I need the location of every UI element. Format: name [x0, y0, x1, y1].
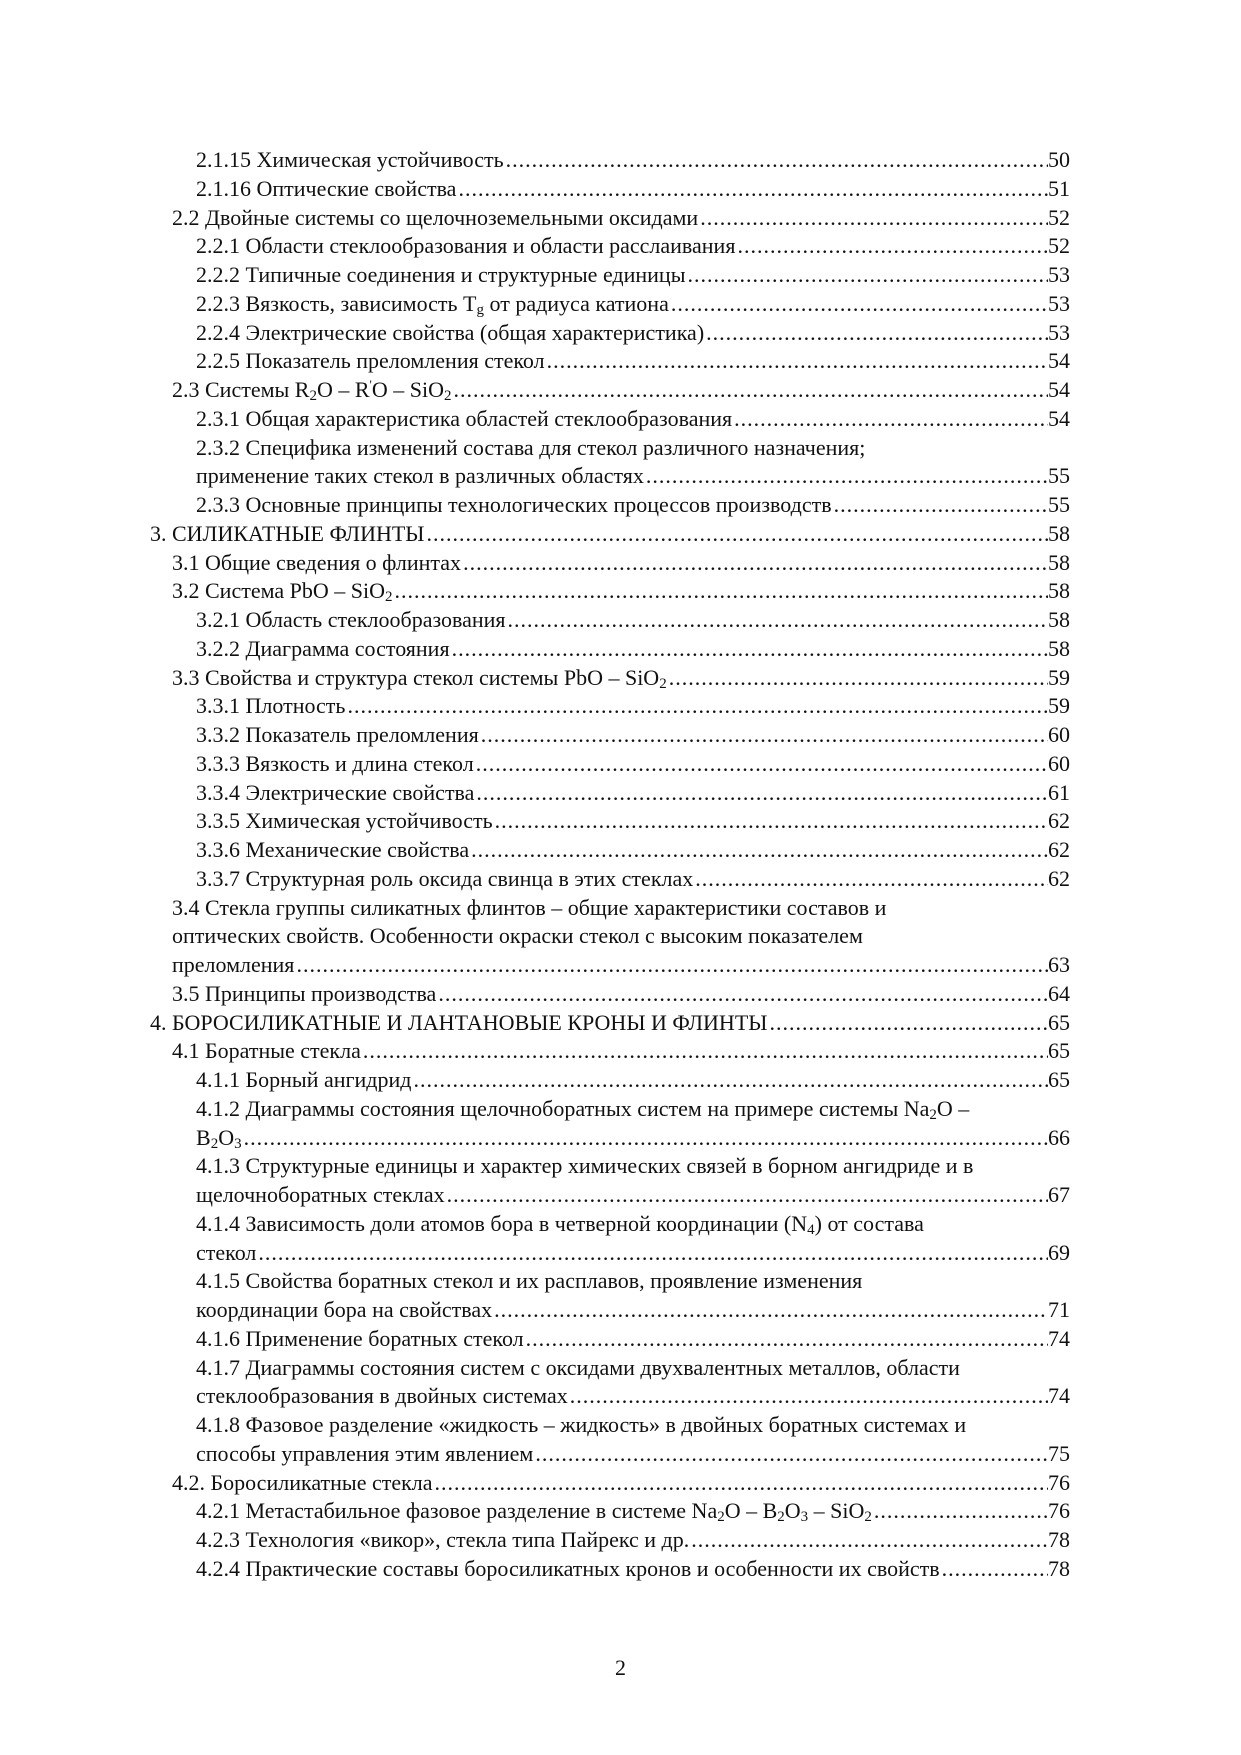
toc-entry-title: 4. БОРОСИЛИКАТНЫЕ И ЛАНТАНОВЫЕ КРОНЫ И ФЛИНТЫ [150, 1009, 768, 1035]
toc-entry[interactable] [150, 577, 1070, 606]
toc-entry-title: 2.3.3 Основные принципы технологических процессов производств [196, 492, 832, 517]
toc-entry-page: 62 [1048, 865, 1070, 891]
toc-entry[interactable] [150, 1210, 1070, 1268]
dot-leader [524, 1325, 1048, 1354]
toc-entry[interactable] [150, 520, 1070, 549]
toc-entry-page: 53 [1048, 290, 1070, 316]
toc-entry[interactable] [150, 1066, 1070, 1095]
dot-leader [474, 779, 1048, 808]
dot-leader [493, 807, 1048, 836]
toc-entry-page: 78 [1048, 1527, 1070, 1552]
dot-leader [693, 865, 1048, 894]
dot-leader [644, 462, 1048, 491]
toc-entry[interactable] [150, 1009, 1070, 1038]
toc-entry[interactable] [150, 1497, 1070, 1526]
toc-entry-page: 62 [1048, 837, 1070, 862]
toc-entry-title: 2.1.16 Оптические свойства [196, 175, 457, 201]
toc-entry[interactable] [150, 1095, 1070, 1153]
dot-leader [832, 491, 1048, 520]
toc-entry[interactable] [150, 635, 1070, 664]
dot-leader [345, 692, 1048, 721]
dot-leader [469, 836, 1048, 865]
toc-entry[interactable] [150, 606, 1070, 635]
toc-entry[interactable] [150, 1469, 1070, 1498]
toc-entry[interactable] [150, 261, 1070, 290]
toc-entry[interactable] [150, 1152, 1070, 1210]
toc-entry-page: 59 [1048, 693, 1070, 719]
toc-entry[interactable] [150, 1411, 1070, 1469]
dot-leader [242, 1124, 1048, 1153]
toc-entry-title: 3.3.4 Электрические свойства [196, 779, 475, 805]
toc-entry[interactable] [150, 750, 1070, 779]
toc-entry-title: 3.3.7 Структурная роль оксида свинца в этих стеклах [196, 865, 694, 891]
toc-entry-title: 2.2.1 Области стеклообразования и области расслаивания [196, 233, 736, 259]
toc-entry[interactable] [150, 1555, 1070, 1584]
dot-leader [474, 750, 1048, 779]
toc-entry-page: 53 [1048, 262, 1070, 287]
toc-entry-page: 74 [1048, 1383, 1070, 1409]
toc-entry[interactable] [150, 1526, 1070, 1555]
toc-entry-title: 2.2.5 Показатель преломления стекол [196, 348, 545, 374]
toc-entry[interactable] [150, 664, 1070, 693]
toc-entry[interactable] [150, 721, 1070, 750]
toc-entry[interactable] [150, 405, 1070, 434]
dot-leader [433, 1469, 1048, 1498]
toc-entry-page: 76 [1048, 1498, 1070, 1524]
toc-entry-title: 2.2 Двойные системы со щелочноземельными оксидами [172, 204, 699, 230]
toc-entry[interactable] [150, 232, 1070, 261]
toc-entry-page: 71 [1048, 1297, 1070, 1322]
toc-entry-title: 4.2.4 Практические составы боросиликатных кронов и особенности их свойств [196, 1555, 940, 1581]
toc-entry-page: 74 [1048, 1325, 1070, 1351]
toc-entry-title: 3.3.3 Вязкость и длина стекол [196, 750, 474, 776]
dot-leader [411, 1066, 1048, 1095]
page-number: 2 [615, 1655, 626, 1680]
toc-entry-title-line: 3.4 Стекла группы силикатных флинтов – общие характеристики составов и [172, 894, 887, 920]
toc-entry-title: 4.1.1 Борный ангидрид [196, 1067, 412, 1092]
toc-entry[interactable] [150, 836, 1070, 865]
dot-leader [436, 980, 1048, 1009]
toc-entry-page: 51 [1048, 175, 1070, 201]
dot-leader [872, 1497, 1048, 1526]
toc-entry-title: 3.2.1 Область стеклообразования [196, 607, 506, 632]
toc-entry-page: 55 [1048, 492, 1070, 517]
toc-entry-page: 54 [1048, 348, 1070, 374]
toc-entry-page: 65 [1048, 1067, 1070, 1092]
toc-entry-page: 65 [1048, 1038, 1070, 1064]
toc-entry-page: 65 [1048, 1009, 1070, 1035]
toc-entry-title-line: 4.1.8 Фазовое разделение «жидкость – жидкость» в двойных боратных системах и [196, 1412, 967, 1437]
toc-entry-title: стекол [196, 1239, 257, 1265]
toc-entry[interactable] [150, 290, 1070, 319]
toc-entry-page: 66 [1048, 1124, 1070, 1150]
toc-entry[interactable] [150, 146, 1070, 175]
dot-leader [568, 1382, 1048, 1411]
toc-entry[interactable] [150, 549, 1070, 578]
dot-leader [667, 664, 1048, 693]
toc-entry-title-line: 4.1.3 Структурные единицы и характер химических связей в борном ангидриде и в [196, 1153, 974, 1179]
toc-entry-title: стеклообразования в двойных системах [196, 1383, 568, 1409]
toc-entry-title: 3.5 Принципы производства [172, 980, 437, 1006]
dot-leader [479, 721, 1048, 750]
dot-leader [732, 405, 1048, 434]
toc-entry-title: 2.1.15 Химическая устойчивость [196, 147, 504, 172]
toc-entry[interactable] [150, 175, 1070, 204]
toc-entry-title: щелочноборатных стеклах [196, 1182, 445, 1207]
table-of-contents [150, 146, 1070, 1584]
toc-entry-title: применение таких стекол в различных областях [196, 463, 644, 489]
toc-entry-title: 3. СИЛИКАТНЫЕ ФЛИНТЫ [150, 520, 425, 546]
dot-leader [686, 261, 1049, 290]
toc-entry[interactable] [150, 319, 1070, 348]
toc-entry-title: 3.3.1 Плотность [196, 693, 346, 719]
toc-entry-page: 63 [1048, 952, 1070, 977]
toc-entry[interactable] [150, 1354, 1070, 1412]
toc-entry-title: способы управления этим явлением [196, 1440, 534, 1466]
dot-leader [506, 606, 1048, 635]
dot-leader [393, 577, 1049, 606]
dot-leader [425, 520, 1049, 549]
toc-entry-title: 2.3 Системы $R_2O - R'O - SiO_2$ [172, 377, 452, 404]
toc-entry-title: 4.1 Боратные стекла [172, 1038, 361, 1064]
toc-entry-title: 3.2 Система PbO – SiO$_2$ [172, 578, 393, 606]
dot-leader [456, 175, 1048, 204]
toc-entry-page: 75 [1048, 1440, 1070, 1466]
dot-leader [361, 1037, 1048, 1066]
toc-entry-title: 2.2.4 Электрические свойства (общая характеристика) [196, 319, 705, 345]
dot-leader [704, 319, 1048, 348]
toc-entry-title: 4.2.3 Технология «викор», стекла типа Пайрекс и др. [196, 1527, 690, 1552]
toc-entry-title: 3.2.2 Диаграмма состояния [196, 635, 450, 661]
toc-entry-page: 52 [1048, 233, 1070, 259]
dot-leader [767, 1009, 1048, 1038]
toc-entry-page: 60 [1048, 722, 1070, 747]
toc-entry[interactable] [150, 1267, 1070, 1325]
toc-entry-page: 62 [1048, 808, 1070, 834]
dot-leader [450, 635, 1048, 664]
toc-entry-title: 4.1.6 Применение боратных стекол [196, 1325, 524, 1351]
toc-entry-page: 60 [1048, 750, 1070, 776]
toc-entry[interactable] [150, 376, 1070, 405]
toc-entry-title: 3.3.6 Механические свойства [196, 837, 470, 862]
dot-leader [256, 1239, 1048, 1268]
dot-leader [689, 1526, 1048, 1555]
toc-entry-title: преломления [172, 952, 295, 977]
toc-entry-page: 58 [1048, 520, 1070, 546]
dot-leader [294, 951, 1048, 980]
toc-entry-title: 4.2. Боросиликатные стекла [172, 1469, 433, 1495]
toc-entry-title-line: 4.1.2 Диаграммы состояния щелочноборатных систем на примере системы $Na_2O$ – [196, 1095, 970, 1123]
toc-entry-page: 54 [1048, 405, 1070, 431]
toc-entry-page: 58 [1048, 578, 1070, 604]
toc-entry[interactable] [150, 980, 1070, 1009]
toc-entry[interactable] [150, 865, 1070, 894]
toc-entry-page: 78 [1048, 1555, 1070, 1581]
toc-entry-page: 76 [1048, 1469, 1070, 1495]
toc-entry-title: 3.3.2 Показатель преломления [196, 722, 479, 747]
toc-entry-title: 2.3.1 Общая характеристика областей стеклообразования [196, 405, 733, 431]
toc-entry-title: 4.2.1 Метастабильное фазовое разделение в системе $Na_2O - B_2O_3 - SiO_2$ [196, 1498, 872, 1526]
toc-entry-page: 58 [1048, 635, 1070, 661]
toc-entry-page: 69 [1048, 1239, 1070, 1265]
dot-leader [669, 290, 1048, 319]
toc-entry-title-line: оптических свойств. Особенности окраски стекол с высоким показателем [172, 923, 863, 949]
toc-entry[interactable] [150, 807, 1070, 836]
toc-entry-title: $B_2O_3$ [196, 1124, 242, 1152]
toc-entry-page: 53 [1048, 319, 1070, 345]
toc-entry[interactable] [150, 894, 1070, 980]
toc-entry-page: 58 [1048, 549, 1070, 575]
dot-leader [940, 1555, 1048, 1584]
toc-entry-title-line: 4.1.7 Диаграммы состояния систем с оксидами двухвалентных металлов, области [196, 1354, 960, 1380]
toc-entry-page: 64 [1048, 980, 1070, 1006]
dot-leader [504, 146, 1048, 175]
toc-entry-title-line: 4.1.4 Зависимость доли атомов бора в четверной координации $(N_4)$ от состава [196, 1210, 924, 1238]
toc-entry-page: 50 [1048, 147, 1070, 172]
dot-leader [492, 1296, 1048, 1325]
dot-leader [461, 549, 1048, 578]
toc-entry[interactable] [150, 779, 1070, 808]
toc-entry-page: 58 [1048, 607, 1070, 632]
dot-leader [545, 347, 1048, 376]
toc-entry-title: 2.2.3 Вязкость, зависимость $T_g$ от радиуса катиона [196, 290, 669, 318]
toc-entry-title: координации бора на свойствах [196, 1297, 493, 1322]
toc-entry-title-line: 4.1.5 Свойства боратных стекол и их расплавов, проявление изменения [196, 1268, 863, 1294]
toc-entry-title-line: 2.3.2 Специфика изменений состава для стекол различного назначения; [196, 434, 866, 460]
toc-entry-page: 54 [1048, 377, 1070, 402]
toc-entry-page: 55 [1048, 463, 1070, 489]
toc-entry-page: 59 [1048, 664, 1070, 690]
toc-entry-title: 3.1 Общие сведения о флинтах [172, 549, 462, 575]
dot-leader [735, 232, 1048, 261]
toc-entry-title: 3.3.5 Химическая устойчивость [196, 808, 493, 834]
toc-entry[interactable] [150, 1037, 1070, 1066]
toc-entry[interactable] [150, 347, 1070, 376]
toc-entry[interactable] [150, 491, 1070, 520]
dot-leader [533, 1440, 1048, 1469]
toc-entry-title: 3.3 Свойства и структура стекол системы PbO – SiO$_2$ [172, 664, 667, 692]
toc-entry-page: 61 [1048, 779, 1070, 805]
dot-leader [452, 376, 1049, 405]
toc-entry[interactable] [150, 692, 1070, 721]
dot-leader [445, 1181, 1048, 1210]
toc-entry[interactable] [150, 204, 1070, 233]
toc-entry-title: 2.2.2 Типичные соединения и структурные единицы [196, 262, 686, 287]
dot-leader [698, 204, 1048, 233]
toc-entry-page: 67 [1048, 1182, 1070, 1207]
toc-entry[interactable] [150, 1325, 1070, 1354]
toc-entry-page: 52 [1048, 204, 1070, 230]
toc-entry[interactable] [150, 434, 1070, 492]
